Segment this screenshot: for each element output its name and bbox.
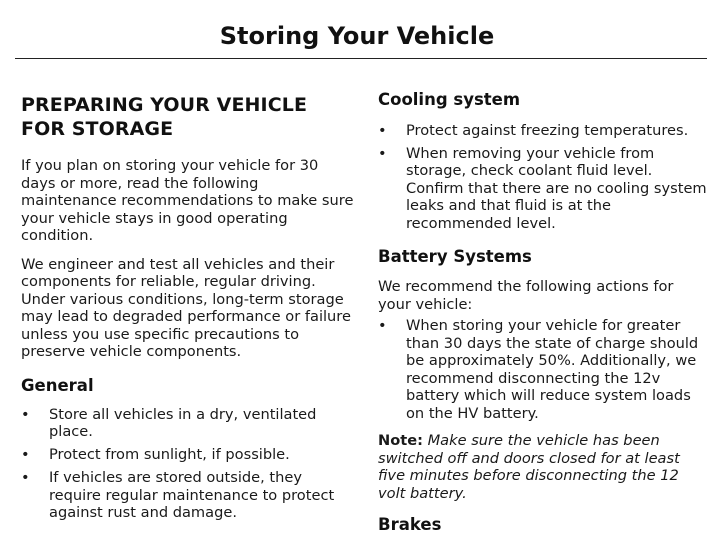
bullet-icon: • — [378, 144, 387, 162]
list-item — [21, 406, 357, 441]
bullet-icon: • — [378, 317, 387, 334]
note-label: Note: — [378, 432, 423, 449]
intro-paragraph-2: We engineer and test all vehicles and their components for reliable, regular driving. Under various conditions, long-term storage may lead to degraded performance or failure unless you use specific precautions to preserve vehicle components. — [21, 255, 351, 360]
list-item-text: If vehicles are stored outside, they require regular maintenance to protect against rust and damage. — [49, 469, 335, 521]
list-item — [378, 122, 708, 140]
subheading-general: General — [21, 375, 94, 395]
subheading-brakes: Brakes — [378, 515, 442, 534]
list-item-text: When storing your vehicle for greater than 30 days the state of charge should be approximately 50%. Additionally, we recommend disconnecting the 12v battery which will reduce system loads on the HV battery. — [406, 317, 699, 422]
list-item-text: Protect against freezing temperatures. — [406, 122, 689, 139]
left-column — [21, 88, 357, 522]
list-item-text: Store all vehicles in a dry, ventilated place. — [49, 405, 317, 440]
right-column — [378, 89, 708, 536]
cooling-list — [378, 122, 708, 232]
intro-paragraph-1: If you plan on storing your vehicle for 30 days or more, read the following maintenance recommendations to make sure your vehicle stays in good operating condition. — [21, 157, 354, 244]
list-item-text: When removing your vehicle from storage, check coolant fluid level. Confirm that there are no cooling system leaks and that fluid is at the recommended level. — [406, 144, 707, 232]
list-item — [378, 317, 708, 422]
page-title: Storing Your Vehicle — [219, 22, 495, 50]
battery-note — [378, 432, 708, 502]
subheading-battery-systems: Battery Systems — [378, 247, 532, 266]
list-item — [21, 469, 357, 522]
subheading-cooling-system: Cooling system — [378, 90, 521, 109]
battery-intro: We recommend the following actions for your vehicle: — [378, 278, 674, 313]
list-item — [21, 446, 357, 464]
list-item — [378, 145, 708, 233]
battery-list — [378, 317, 708, 422]
section-heading-storage: PREPARING YOUR VEHICLE FOR STORAGE — [21, 94, 308, 140]
bullet-icon: • — [21, 469, 30, 486]
title-divider — [15, 58, 707, 59]
bullet-icon: • — [21, 405, 30, 423]
note-text: Make sure the vehicle has been switched off and doors closed for at least five minutes before disconnecting the 12 volt battery. — [378, 432, 680, 502]
bullet-icon: • — [378, 122, 387, 139]
bullet-icon: • — [21, 445, 30, 463]
list-item-text: Protect from sunlight, if possible. — [49, 445, 290, 463]
general-list — [21, 406, 357, 522]
